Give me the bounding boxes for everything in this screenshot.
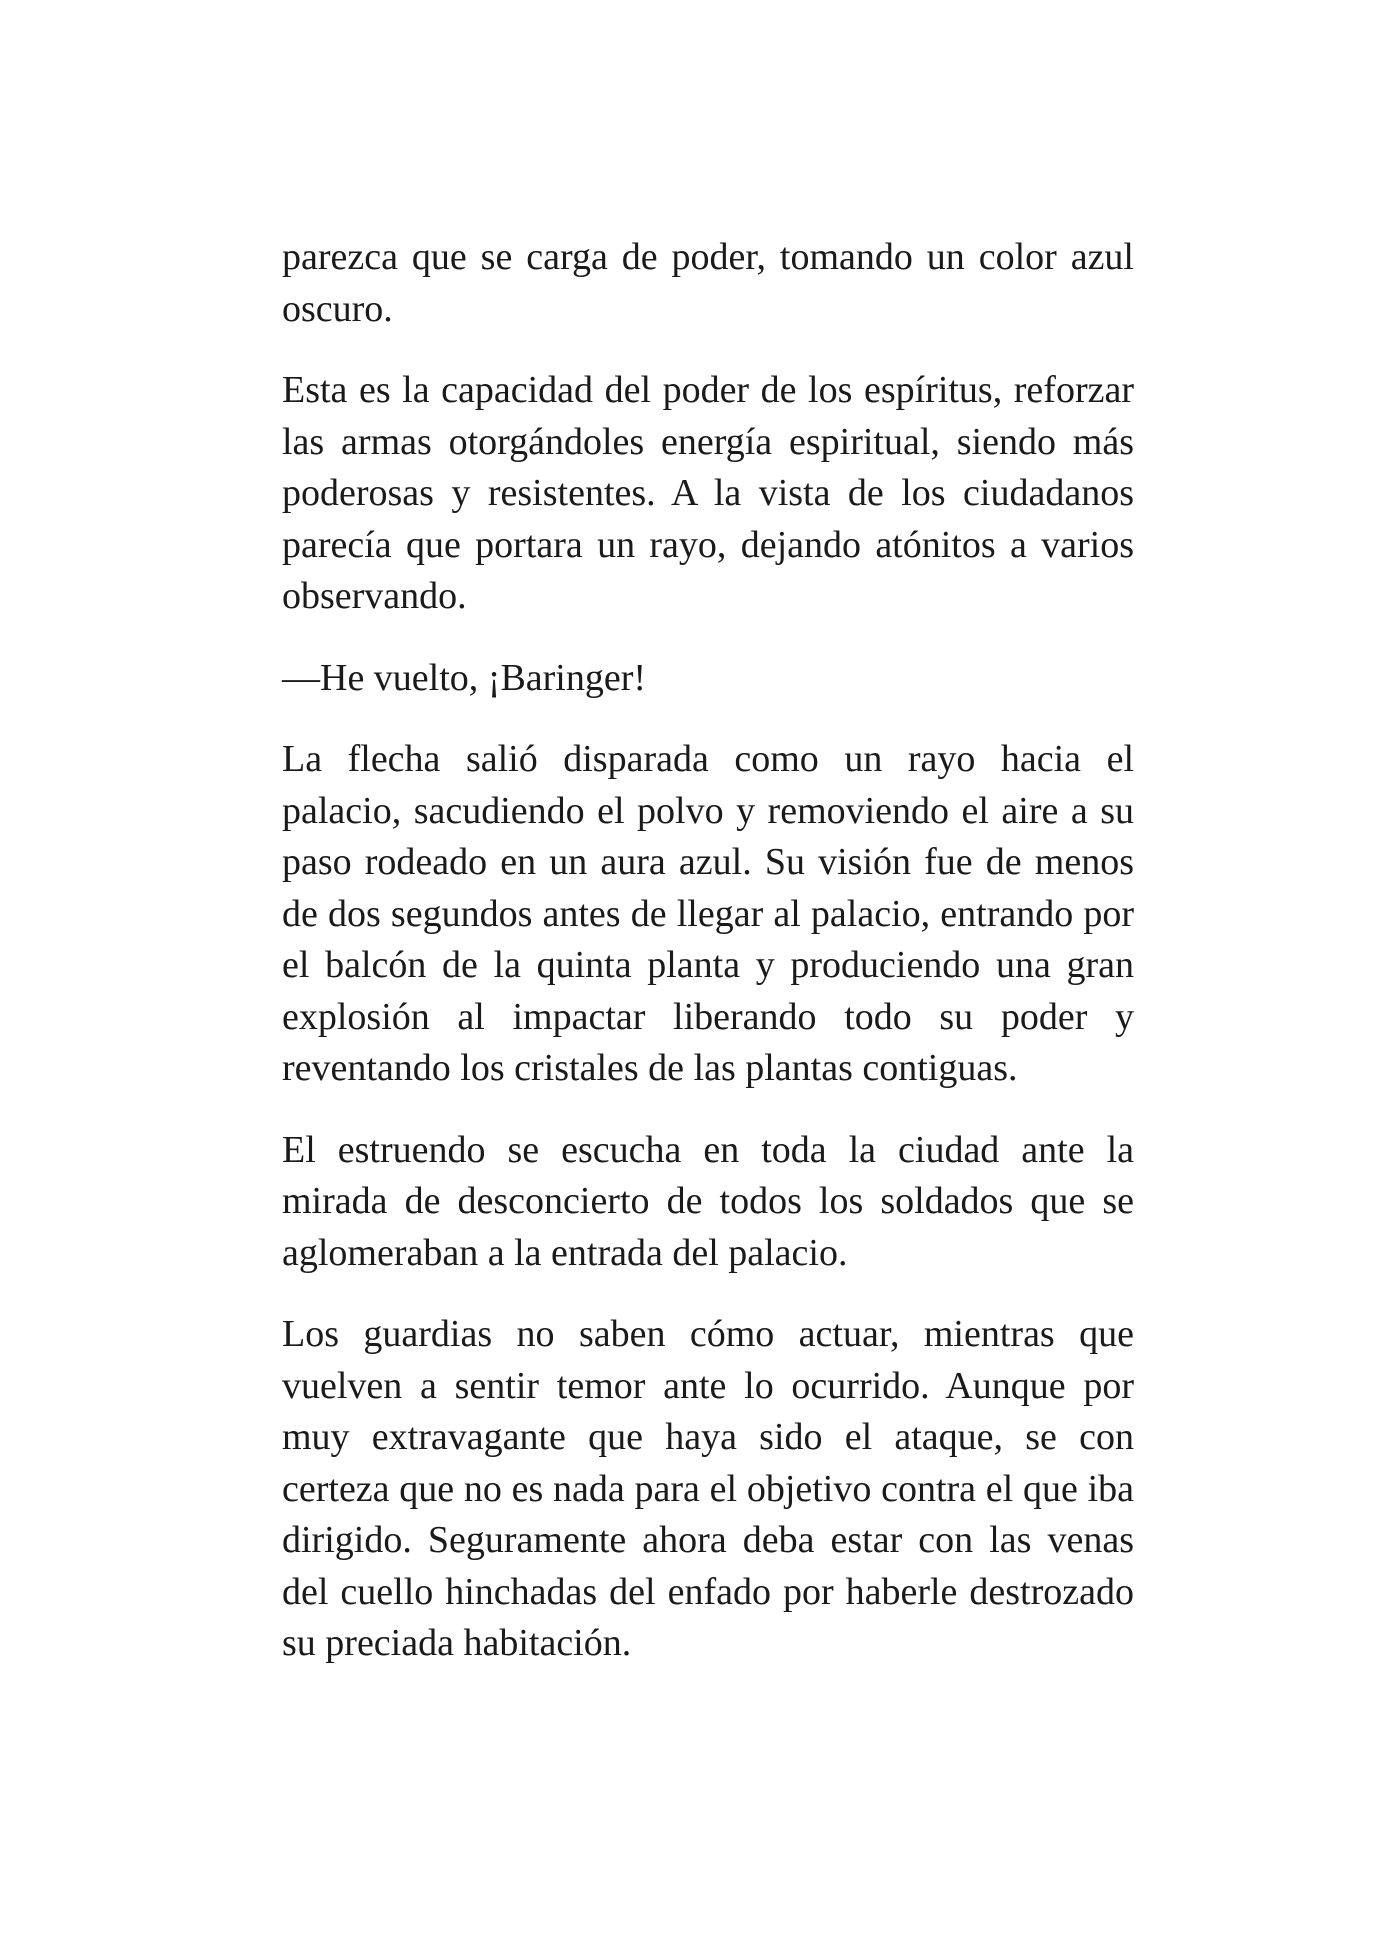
paragraph-2: Esta es la capacidad del poder de los espíritus, reforzar las armas otorgándoles energía espiritual, siendo más poderosas y resistentes. A la vista de los ciudadanos parecía que portara un rayo, dejando atónitos a varios observando. bbox=[282, 369, 1134, 617]
paragraph-1: parezca que se carga de poder, tomando un color azul oscuro. bbox=[282, 236, 1134, 330]
paragraph-6: Los guardias no saben cómo actuar, mientras que vuelven a sentir temor ante lo ocurrido. Aunque por muy extravagante que haya sido el ataque, se con certeza que no es nada para el objetivo contra el que iba dirigido. Seguramente ahora deba estar con las venas del cuello hinchadas del enfado por haberle destrozado su preciada habitación. bbox=[282, 1313, 1134, 1664]
page-body-text bbox=[282, 232, 1134, 1700]
dialogue-line: —He vuelto, ¡Baringer! bbox=[282, 656, 647, 699]
paragraph-5: El estruendo se escucha en toda la ciudad ante la mirada de desconcierto de todos los soldados que se aglomeraban a la entrada del palacio. bbox=[282, 1128, 1134, 1274]
paragraph-4: La flecha salió disparada como un rayo hacia el palacio, sacudiendo el polvo y removiendo el aire a su paso rodeado en un aura azul. Su visión fue de menos de dos segundos antes de llegar al palacio, entrando por el balcón de la quinta planta y produciendo una gran explosión al impactar liberando todo su poder y reventando los cristales de las plantas contiguas. bbox=[282, 738, 1134, 1089]
